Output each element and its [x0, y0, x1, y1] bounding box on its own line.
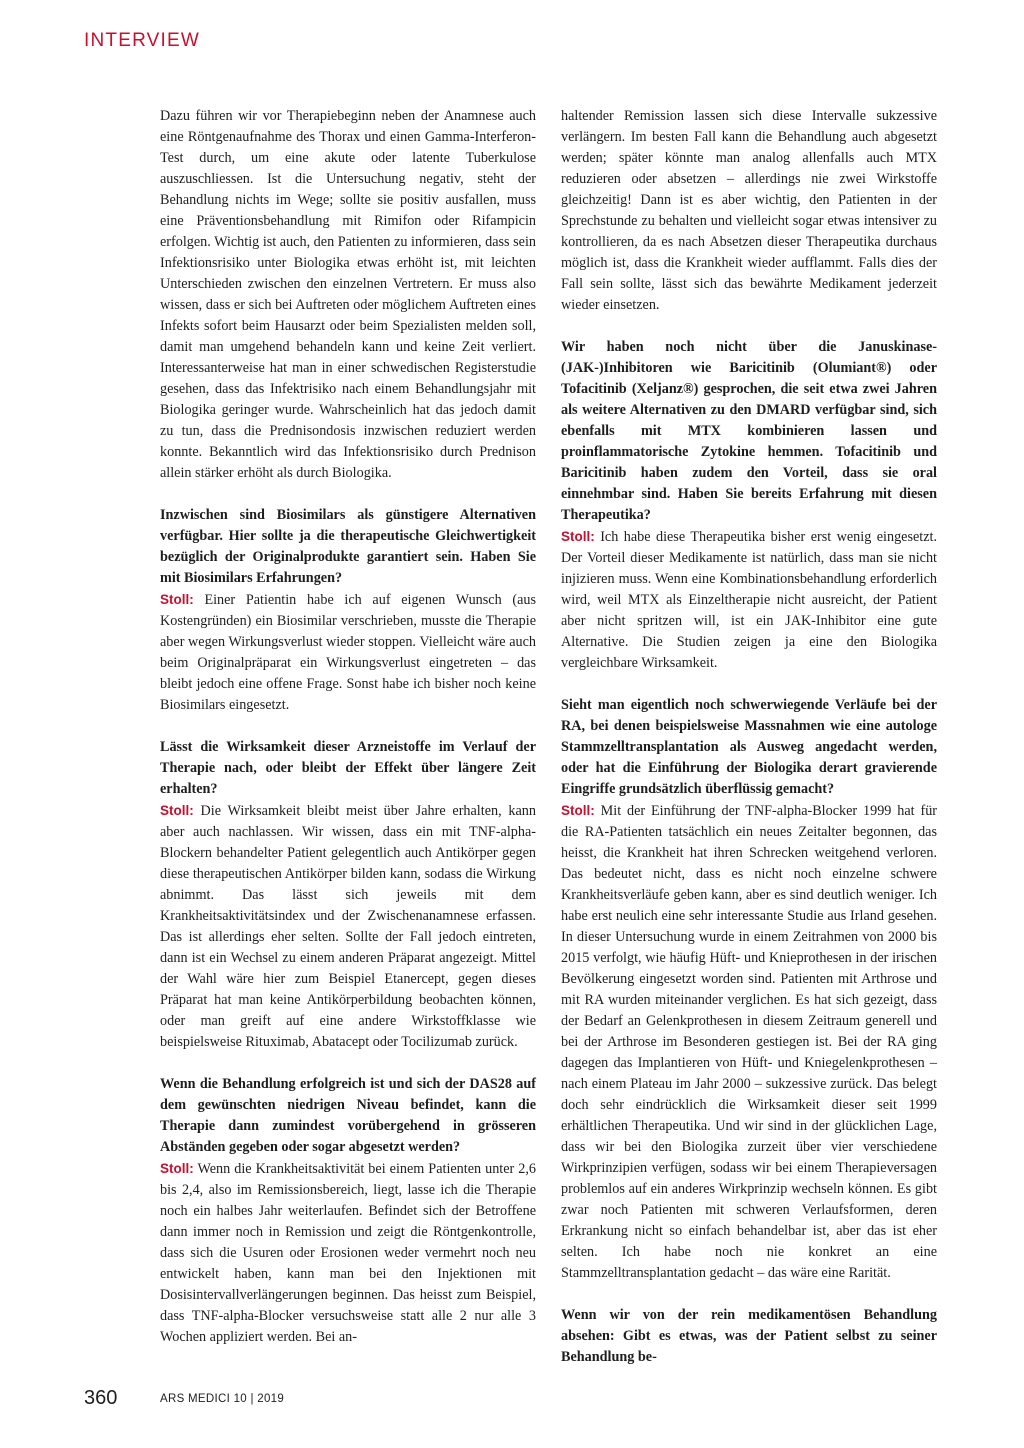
answer-paragraph — [561, 800, 937, 1284]
speaker-label: Stoll: — [561, 529, 595, 544]
answer-text: Wenn die Krankheitsaktivität bei einem Patienten unter 2,6 bis 2,4, also im Remissionsbereich, liegt, lasse ich die Therapie noch ein halbes Jahr weiterlaufen. Befindet sich der Betroffene dann immer noch in Remission und zeigt die Röntgenkontrolle, dass sich die Usuren oder Erosionen weder vermehrt noch neu entwickelt haben, kann man bei den Injektionen mit Dosisintervallverlängerungen beginnen. Das heisst zum Beispiel, dass TNF-alpha-Blocker versuchsweise statt alle 2 nur alle 3 Wochen appliziert werden. Bei an- — [160, 1161, 536, 1345]
answer-paragraph — [561, 526, 937, 674]
article-column-right — [561, 106, 937, 1368]
interview-question: Wenn wir von der rein medikamentösen Behandlung absehen: Gibt es etwas, was der Patient selbst zu seiner Behandlung be- — [561, 1307, 937, 1365]
interview-question: Wir haben noch nicht über die Januskinase-(JAK-)Inhibitoren wie Baricitinib (Olumiant®) oder Tofacitinib (Xeljanz®) gesprochen, die seit etwa zwei Jahren als weitere Alternativen zu den DMARD verfügbar sind, sich ebenfalls mit MTX kombinieren lassen und proinflammatorische Zytokine hemmen. Tofacitinib und Baricitinib haben zudem den Vorteil, dass sie oral einnehmbar sind. Haben Sie bereits Erfahrung mit diesen Therapeutika? — [561, 339, 937, 523]
section-label: INTERVIEW — [84, 30, 201, 51]
interview-question: Lässt die Wirksamkeit dieser Arzneistoffe im Verlauf der Therapie nach, oder bleibt der Effekt über längere Zeit erhalten? — [160, 739, 536, 797]
answer-paragraph: Dazu führen wir vor Therapiebeginn neben der Anamnese auch eine Röntgenaufnahme des Thorax und einen Gamma-Interferon-Test durch, um eine akute oder latente Tuberkulose auszuschliessen. Ist die Untersuchung negativ, steht der Behandlung nichts im Wege; sollte sie positiv ausfallen, muss eine Präventionsbehandlung mit Rimifon oder Rifampicin erfolgen. Wichtig ist auch, den Patienten zu informieren, dass sein Infektionsrisiko unter Biologika etwas erhöht ist, mit leichten Unterschieden zwischen den einzelnen Vertretern. Er muss also wissen, dass er sich bei Auftreten oder möglichem Auftreten eines Infekts sofort beim Hausarzt oder beim Spezialisten melden soll, damit man umgehend behandeln kann und keine Zeit verliert. Interessanterweise hat man in einer schwedischen Registerstudie gesehen, dass das Infektrisiko nach einem Behandlungsjahr mit Biologika geringer wurde. Wahrscheinlich hat das jedoch damit zu tun, dass die Prednisondosis inzwischen reduziert werden konnte. Bekanntlich wird das Infektionsrisiko durch Prednison allein stärker erhöht als durch Biologika. — [160, 108, 536, 481]
speaker-label: Stoll: — [160, 1161, 194, 1176]
answer-text: Mit der Einführung der TNF-alpha-Blocker 1999 hat für die RA-Patienten tatsächlich ein neues Zeitalter begonnen, das heisst, die Krankheit hat ihren Schrecken weitgehend verloren. Das bedeutet nicht, dass es nicht noch einzelne schwere Krankheitsverläufe geben kann, aber es sind deutlich weniger. Ich habe erst neulich eine sehr interessante Studie aus Irland gesehen. In dieser Untersuchung wurde in einem Zeitrahmen von 2000 bis 2015 verfolgt, wie häufig Hüft- und Knieprothesen in der irischen Bevölkerung eingesetzt worden sind. Patienten mit Arthrose und mit RA wurden miteinander verglichen. Es hat sich gezeigt, dass der Bedarf an Gelenkprothesen in diesem Zeitraum generell und bei der Arthrose im Besonderen gestiegen ist. Bei der RA ging dagegen das Implantieren von Hüft- und Kniegelenkprothesen – nach einem Plateau im Jahr 2000 – sukzessive zurück. Das belegt doch sehr eindrücklich die Wirksamkeit dieser seit 1999 erhältlichen Therapeutika. Und wir sind in der glücklichen Lage, dass wir bei den Biologika zurzeit über vier verschiedene Wirkprinzipien verfügen, sodass wir bei einem Therapieversagen problemlos auf ein anderes Wirkprinzip wechseln können. Es gibt zwar noch Patienten mit schweren Verlaufsformen, deren Erkrankung nicht so einfach behandelbar ist, aber das ist eher selten. Ich habe noch nie konkret an eine Stammzelltransplantation gedacht – das wäre eine Rarität. — [561, 803, 938, 1281]
answer-text: Die Wirksamkeit bleibt meist über Jahre erhalten, kann aber auch nachlassen. Wir wissen, dass ein mit TNF-alpha-Blockern behandelter Patient gelegentlich auch Antikörper gegen diese therapeutischen Antikörper bilden kann, sodass die Wirkung abnimmt. Das lässt sich jeweils mit dem Krankheitsaktivitätsindex und der Zwischenanamnese erfassen. Das ist allerdings eher selten. Sollte der Fall jedoch eintreten, dann ist ein Wechsel zu einem anderen Präparat angezeigt. Mittel der Wahl wäre hier zum Beispiel Etanercept, gegen dieses Präparat hat man keine Antikörperbildung beobachten können, oder man greift auf eine andere Wirkstoffklasse wie beispielsweise Rituximab, Abatacept oder Tocilizumab zurück. — [160, 803, 536, 1050]
journal-issue: ARS MEDICI 10 | 2019 — [160, 1393, 285, 1405]
interview-question: Inzwischen sind Biosimilars als günstigere Alternativen verfügbar. Hier sollte ja die therapeutische Gleichwertigkeit bezüglich der Originalprodukte garantiert sein. Haben Sie mit Biosimilars Erfahrungen? — [160, 507, 536, 586]
interview-question: Wenn die Behandlung erfolgreich ist und sich der DAS28 auf dem gewünschten niedrigen Niveau befindet, kann die Therapie dann zumindest vorübergehend in grösseren Abständen gegeben oder sogar abgesetzt werden? — [160, 1076, 536, 1155]
answer-text: Ich habe diese Therapeutika bisher erst wenig eingesetzt. Der Vorteil dieser Medikamente ist natürlich, dass man sie nicht injizieren muss. Wenn eine Kombinationsbehandlung erforderlich wird, weil MTX als Einzeltherapie nicht ausreicht, der Patient aber nicht spritzen will, ist ein JAK-Inhibitor eine gute Alternative. Die Studien zeigen ja eine den Biologika vergleichbare Wirksamkeit. — [561, 529, 938, 671]
page-number: 360 — [84, 1387, 118, 1409]
interview-question: Sieht man eigentlich noch schwerwiegende Verläufe bei der RA, bei denen beispielsweise Massnahmen wie eine autologe Stammzelltransplantation als Ausweg angedacht werden, oder hat die Einführung der Biologika derart gravierende Eingriffe grundsätzlich überflüssig gemacht? — [561, 697, 937, 797]
speaker-label: Stoll: — [160, 592, 194, 607]
answer-paragraph — [160, 800, 536, 1053]
answer-paragraph — [160, 1158, 536, 1348]
answer-paragraph: haltender Remission lassen sich diese Intervalle sukzessive verlängern. Im besten Fall kann die Behandlung auch abgesetzt werden; später könnte man analog allenfalls auch MTX reduzieren oder absetzen – allerdings nie zwei Wirkstoffe gleichzeitig! Dann ist es aber wichtig, den Patienten in der Sprechstunde zu behalten und vielleicht sogar etwas intensiver zu kontrollieren, da es nach Absetzen dieser Therapeutika durchaus möglich ist, dass die Krankheit wieder aufflammt. Falls dies der Fall sein sollte, lässt sich das bewährte Medikament jederzeit wieder einsetzen. — [561, 108, 937, 313]
answer-paragraph — [160, 589, 536, 716]
speaker-label: Stoll: — [561, 803, 595, 818]
answer-text: Einer Patientin habe ich auf eigenen Wunsch (aus Kostengründen) ein Biosimilar verschrieben, musste die Therapie aber wegen Wirkungsverlust wieder stoppen. Vielleicht wäre auch beim Originalpräparat ein Wirkungsverlust eingetreten – das bleibt jedoch eine offene Frage. Sonst habe ich bisher noch keine Biosimilars eingesetzt. — [160, 592, 537, 713]
article-column-left — [160, 106, 536, 1348]
speaker-label: Stoll: — [160, 803, 194, 818]
